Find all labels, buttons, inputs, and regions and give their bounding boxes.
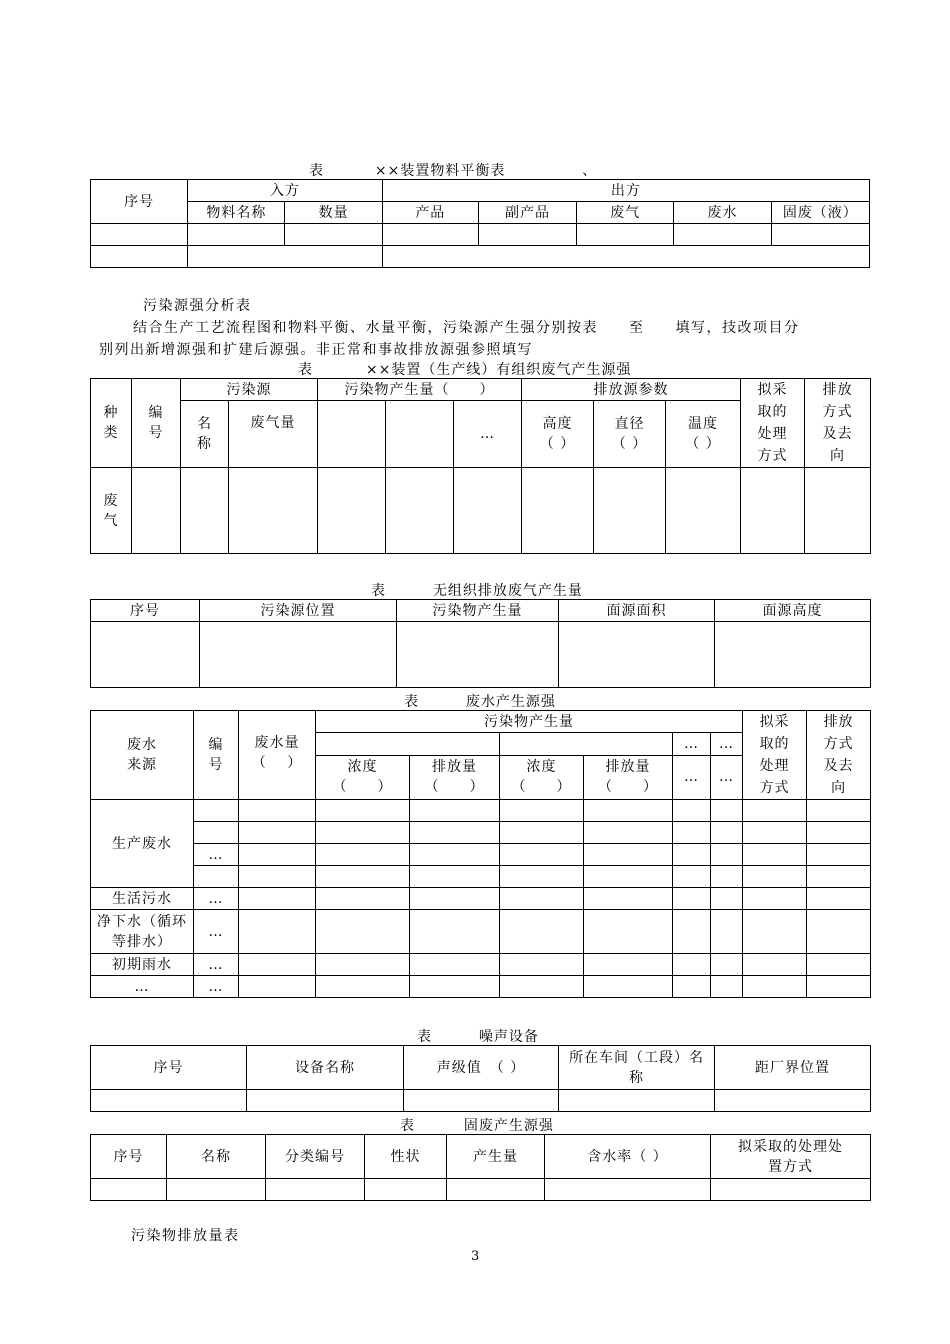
t3-height-header: 面源高度 [715,600,871,622]
t4-ellipsis-d: … [711,755,743,800]
fugitive-emission-table [90,599,871,688]
t5-distance-header: 距厂界位置 [715,1046,871,1090]
t4-row-more: … [91,976,194,998]
t1-input-header: 入方 [188,180,382,202]
material-balance-table [90,179,870,268]
table-row [91,468,871,554]
t4-ellipsis-c: … [673,755,711,800]
t2-source-header: 污染源 [181,379,318,401]
table6-caption-prefix: 表 [400,1118,415,1134]
table-row [91,800,871,822]
table-row [91,1179,871,1201]
t4-discharge-amount-2: 排放量 （ ） [584,755,673,800]
t2-emission-params-header: 排放源参数 [522,379,741,401]
t4-discharge-header: 排放方式及去向 [807,711,871,800]
table-row [91,866,871,888]
pollutant-discharge-heading: 污染物排放量表 [131,1228,240,1244]
table5-caption [417,1026,539,1046]
t6-seq-header: 序号 [91,1135,167,1179]
table5-caption-prefix: 表 [417,1029,432,1045]
table3-caption-title: 无组织排放废气产生量 [432,583,583,599]
t4-treatment-header: 拟采取的处理方式 [743,711,807,800]
noise-equipment-table [90,1045,871,1112]
t2-kind-header: 种类 [91,379,132,468]
t3-pollutant-gen-header: 污染物产生量 [397,600,559,622]
t4-number-ellipsis: … [194,888,239,910]
t4-row-domestic: 生活污水 [91,888,194,910]
intro-paragraph-line2: 别列出新增源强和扩建后源强。非正常和事故排放源强参照填写 [99,342,533,358]
t2-row-waste-gas: 废气 [91,468,132,554]
page-number: 3 [471,1249,480,1264]
table1-caption-suffix: 、 [582,163,598,179]
table1-caption [309,160,597,180]
table2-caption-prefix: 表 [298,362,313,378]
t6-class-code-header: 分类编号 [266,1135,365,1179]
table2-caption-title: ××装置（生产线）有组织废气产生源强 [365,362,632,378]
table-row [91,844,871,866]
t6-treatment-header: 拟采取的处理处置方式 [711,1135,871,1179]
t2-name-header: 名称 [181,401,229,468]
t2-ellipsis: … [454,401,522,468]
table-row [91,1090,871,1112]
t1-material-name-header: 物料名称 [188,202,285,224]
t4-discharge-amount-1: 排放量 （ ） [410,755,500,800]
t4-number-ellipsis: … [194,910,239,954]
t2-diameter-header: 直径 （ ） [594,401,666,468]
t4-number-header: 编号 [194,711,239,800]
t4-number-ellipsis: … [194,976,239,998]
t3-area-header: 面源面积 [559,600,715,622]
t2-discharge-header: 排放方式及去向 [805,379,871,468]
t2-pollutant-gen-header: 污染物产生量（ ） [318,379,522,401]
table4-caption [404,691,556,711]
t4-concentration-2: 浓度 （ ） [500,755,584,800]
solid-waste-table [90,1134,871,1201]
t2-temperature-header: 温度 （ ） [666,401,741,468]
table-row [91,888,871,910]
table6-caption [400,1115,554,1135]
t2-height-header: 高度 （ ） [522,401,594,468]
t2-treatment-header: 拟采取的处理方式 [741,379,805,468]
table-row [91,246,870,268]
t5-equipment-name-header: 设备名称 [247,1046,404,1090]
intro-paragraph-line1: 结合生产工艺流程图和物料平衡、水量平衡，污染源产生强分别按表 至 填写，技改项目分 [133,320,800,336]
organized-waste-gas-table [90,378,871,554]
t1-waste-water-header: 废水 [674,202,771,224]
t6-amount-header: 产生量 [447,1135,545,1179]
waste-water-table [90,710,871,998]
table-row [91,224,870,246]
t1-product-header: 产品 [382,202,478,224]
t1-byproduct-header: 副产品 [478,202,576,224]
t6-moisture-header: 含水率（ ） [545,1135,711,1179]
table-row [91,976,871,998]
t4-ellipsis-a: … [673,733,711,755]
table1-caption-title: ××装置物料平衡表 [374,163,506,179]
t1-waste-gas-header: 废气 [577,202,674,224]
t1-quantity-header: 数量 [285,202,382,224]
t2-number-header: 编号 [132,379,181,468]
t3-location-header: 污染源位置 [200,600,397,622]
t4-number-ellipsis: … [194,954,239,976]
t4-ellipsis-b: … [711,733,743,755]
t1-seq-header: 序号 [91,180,188,224]
t5-seq-header: 序号 [91,1046,247,1090]
table-row [91,822,871,844]
table6-caption-title: 固废产生源强 [463,1118,554,1134]
table-row [91,954,871,976]
t4-row-production: 生产废水 [91,800,194,888]
t4-row-rain: 初期雨水 [91,954,194,976]
table-row [91,910,871,954]
t4-water-volume-header: 废水量 （ ） [239,711,316,800]
t1-output-header: 出方 [382,180,869,202]
t5-workshop-header: 所在车间（工段）名称 [559,1046,715,1090]
pollution-source-heading: 污染源强分析表 [143,298,252,314]
table3-caption-prefix: 表 [371,583,386,599]
t6-name-header: 名称 [167,1135,266,1179]
t1-solid-waste-header: 固废（液） [771,202,869,224]
t4-number-ellipsis: … [194,844,239,866]
t4-pollutant-gen-header: 污染物产生量 [316,711,743,733]
table1-caption-prefix: 表 [309,163,324,179]
t4-row-clean: 净下水（循环等排水） [91,910,194,954]
table2-caption [298,359,631,379]
table4-caption-prefix: 表 [404,694,419,710]
table3-caption [371,580,583,600]
t5-sound-level-header: 声级值 （ ） [404,1046,559,1090]
t2-gas-volume-header: 废气量 [229,401,318,468]
table5-caption-title: 噪声设备 [478,1029,539,1045]
t3-seq-header: 序号 [91,600,200,622]
table-row [91,622,871,688]
t6-property-header: 性状 [365,1135,447,1179]
t4-concentration-1: 浓度 （ ） [316,755,410,800]
t4-source-header: 废水来源 [91,711,194,800]
table4-caption-title: 废水产生源强 [465,694,556,710]
